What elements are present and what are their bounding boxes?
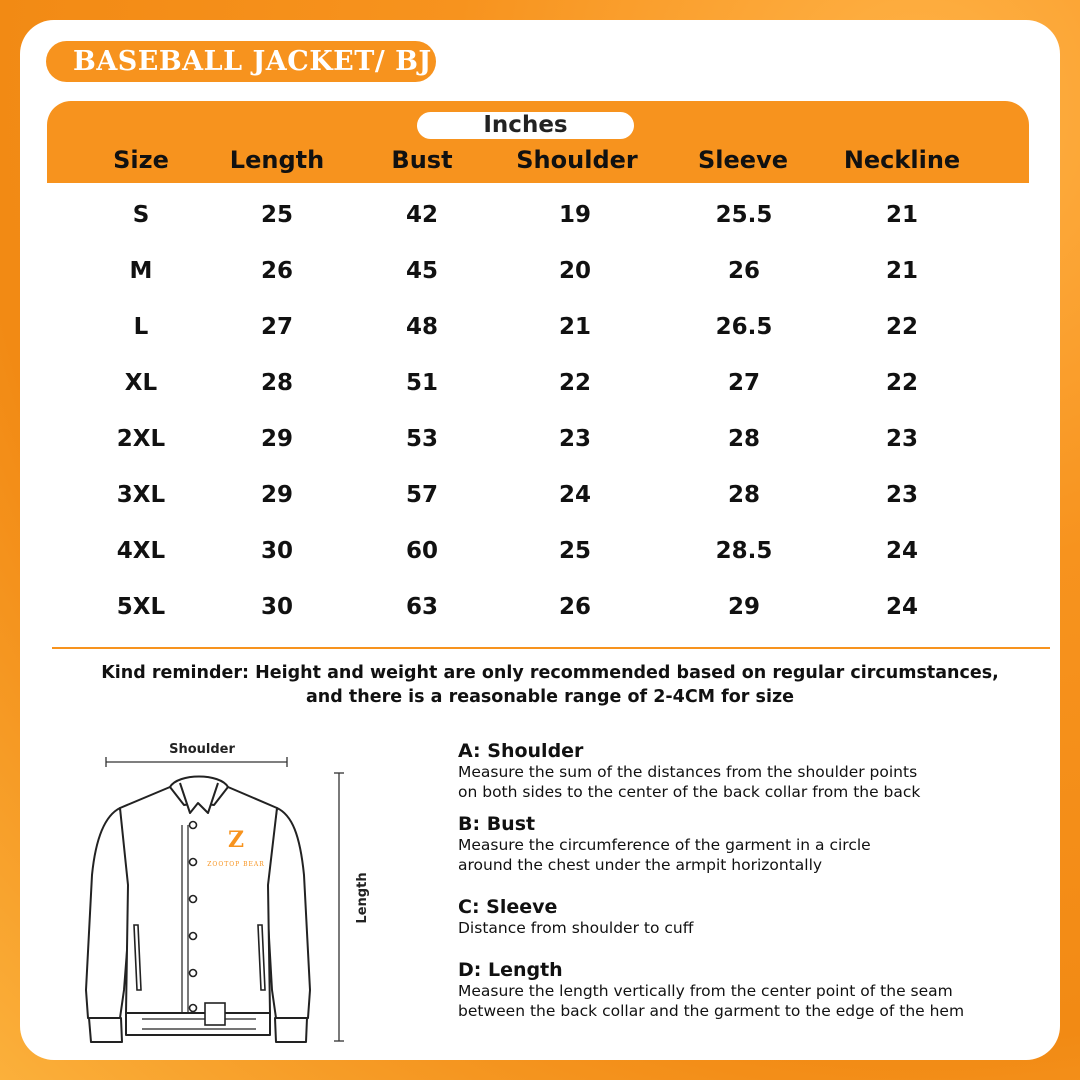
cell-bust: 45 — [405, 258, 438, 284]
cell-size: 3XL — [116, 482, 166, 508]
kind-reminder — [40, 661, 1060, 709]
cell-shoulder: 21 — [558, 314, 591, 340]
cell-length: 28 — [260, 370, 293, 396]
measure-shoulder-text-2: on both sides to the center of the back collar from the back — [458, 783, 921, 801]
cell-bust: 42 — [405, 202, 438, 228]
cell-shoulder: 26 — [558, 594, 591, 620]
cell-sleeve: 29 — [727, 594, 760, 620]
cell-shoulder: 24 — [558, 482, 591, 508]
measure-sleeve-heading: C: Sleeve — [458, 896, 558, 918]
cell-length: 30 — [260, 594, 293, 620]
column-header-bust: Bust — [391, 146, 453, 174]
cell-neckline: 24 — [885, 594, 918, 620]
measure-bust-heading: B: Bust — [458, 813, 536, 835]
cell-bust: 57 — [405, 482, 438, 508]
cell-shoulder: 25 — [558, 538, 591, 564]
cell-size: XL — [124, 370, 158, 396]
measure-length-heading: D: Length — [458, 959, 563, 981]
cell-shoulder: 19 — [558, 202, 591, 228]
column-header-size: Size — [113, 146, 169, 174]
cell-bust: 51 — [405, 370, 438, 396]
cell-size: S — [132, 202, 150, 228]
cell-bust: 48 — [405, 314, 438, 340]
jacket-outline — [86, 777, 310, 1043]
cell-sleeve: 27 — [727, 370, 760, 396]
length-dimension-label: Length — [355, 872, 370, 924]
cell-length: 27 — [260, 314, 293, 340]
measure-length-text-2: between the back collar and the garment to the edge of the hem — [458, 1002, 965, 1020]
cell-sleeve: 26 — [727, 258, 760, 284]
measure-sleeve-text-1: Distance from shoulder to cuff — [458, 919, 694, 937]
measure-bust — [458, 813, 871, 875]
cell-size: 4XL — [116, 538, 166, 564]
cell-neckline: 21 — [885, 202, 918, 228]
measure-length — [458, 959, 964, 1021]
cell-sleeve: 26.5 — [715, 314, 773, 340]
column-header-neckline: Neckline — [843, 146, 961, 174]
measure-sleeve — [458, 896, 693, 938]
cell-shoulder: 20 — [558, 258, 591, 284]
cell-neckline: 23 — [885, 482, 918, 508]
measure-bust-text-1: Measure the circumference of the garment in a circle — [458, 836, 871, 854]
cell-length: 25 — [260, 202, 293, 228]
cell-sleeve: 25.5 — [715, 202, 773, 228]
cell-shoulder: 22 — [558, 370, 591, 396]
cell-size: L — [133, 314, 149, 340]
cell-size: M — [129, 258, 153, 284]
cell-length: 29 — [260, 482, 293, 508]
cell-neckline: 24 — [885, 538, 918, 564]
measure-shoulder — [458, 740, 920, 802]
column-header-length: Length — [229, 146, 325, 174]
unit-label: Inches — [417, 112, 634, 139]
cell-sleeve: 28 — [727, 426, 760, 452]
brand-logo-mark: Z — [227, 827, 245, 853]
column-header-shoulder: Shoulder — [516, 146, 638, 174]
cell-shoulder: 23 — [558, 426, 591, 452]
cell-size: 2XL — [116, 426, 166, 452]
cell-size: 5XL — [116, 594, 166, 620]
cell-bust: 53 — [405, 426, 438, 452]
cell-sleeve: 28.5 — [715, 538, 773, 564]
measure-shoulder-text-1: Measure the sum of the distances from the shoulder points — [458, 763, 918, 781]
cell-neckline: 21 — [885, 258, 918, 284]
reminder-line-2: and there is a reasonable range of 2-4CM for size — [306, 687, 794, 707]
reminder-line-1: Kind reminder: Height and weight are only recommended based on regular circumstances, — [101, 663, 999, 683]
brand-logo-text: ZOOTOP BEAR — [207, 861, 265, 868]
measure-shoulder-heading: A: Shoulder — [458, 740, 584, 762]
cell-neckline: 22 — [885, 314, 918, 340]
cell-length: 26 — [260, 258, 293, 284]
shoulder-dimension-label: Shoulder — [169, 742, 235, 757]
measure-length-text-1: Measure the length vertically from the center point of the seam — [458, 982, 953, 1000]
cell-neckline: 22 — [885, 370, 918, 396]
cell-sleeve: 28 — [727, 482, 760, 508]
cell-bust: 60 — [405, 538, 438, 564]
jacket-diagram — [80, 735, 380, 1050]
cell-length: 30 — [260, 538, 293, 564]
cell-bust: 63 — [405, 594, 438, 620]
cell-length: 29 — [260, 426, 293, 452]
measure-bust-text-2: around the chest under the armpit horizontally — [458, 856, 823, 874]
page-title: BASEBALL JACKET/ BJ — [46, 41, 436, 82]
column-header-sleeve: Sleeve — [698, 146, 788, 174]
cell-neckline: 23 — [885, 426, 918, 452]
section-divider — [52, 647, 1050, 649]
